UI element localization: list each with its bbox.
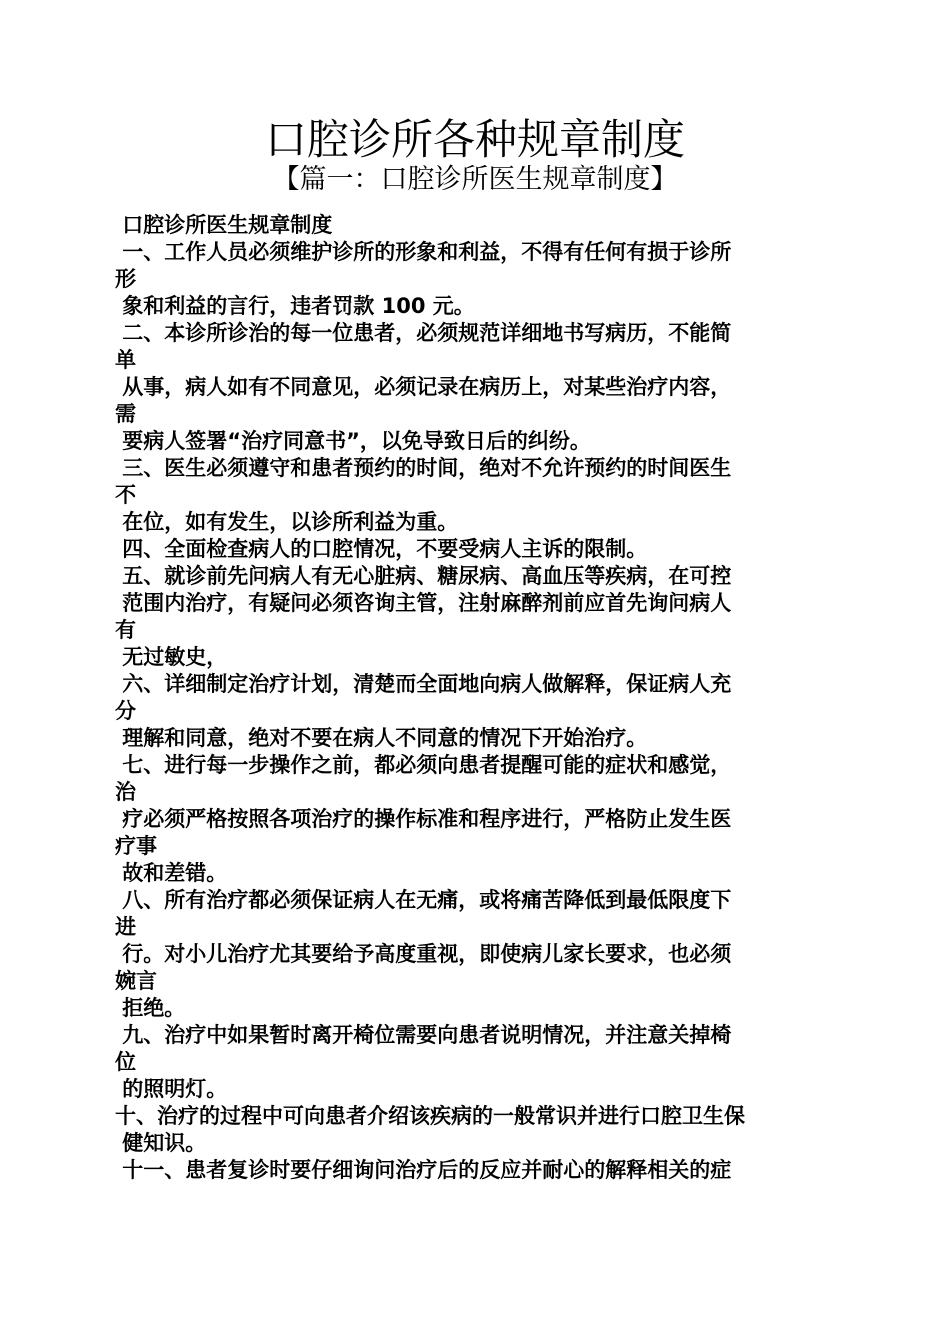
body-line: 十一、患者复诊时要仔细询问治疗后的反应并耐心的解释相关的症 [115,1158,732,1182]
body-line: 十、治疗的过程中可向患者介绍该疾病的一般常识并进行口腔卫生保 [115,1104,745,1128]
body-line: 六、详细制定治疗计划，清楚而全面地向病人做解释，保证病人充 [115,672,732,696]
body-line: 范围内治疗，有疑问必须咨询主管，注射麻醉剂前应首先询问病人 [115,591,732,615]
body-line: 需 [115,402,136,426]
body-line: 象和利益的言行，违者罚款 100 元。 [115,294,475,318]
body-line: 不 [115,483,136,507]
body-line: 一、工作人员必须维护诊所的形象和利益，不得有任何有损于诊所 [115,240,732,264]
body-line: 拒绝。 [115,996,186,1020]
body-line: 单 [115,348,136,372]
body-line: 口腔诊所医生规章制度 [115,213,333,237]
body-line: 要病人签署“治疗同意书”，以免导致日后的纠纷。 [115,429,591,453]
document-title: 口腔诊所各种规章制度 [264,115,685,164]
body-line: 进 [115,915,136,939]
body-line: 有 [115,618,136,642]
body-line: 三、医生必须遵守和患者预约的时间，绝对不允许预约的时间医生 [115,456,732,480]
document-subtitle: 【篇一：口腔诊所医生规章制度】 [272,164,678,195]
body-line: 疗必须严格按照各项治疗的操作标准和程序进行，严格防止发生医 [115,807,732,831]
body-line: 故和差错。 [115,861,228,885]
document-body [115,212,845,1184]
body-line: 行。对小儿治疗尤其要给予高度重视，即使病儿家长要求，也必须 [115,942,732,966]
body-line: 二、本诊所诊治的每一位患者，必须规范详细地书写病历，不能简 [115,321,732,345]
body-line: 从事，病人如有不同意见，必须记录在病历上，对某些治疗内容， [115,375,732,399]
body-line: 的照明灯。 [115,1077,228,1101]
body-line: 健知识。 [115,1131,207,1155]
body-line: 九、治疗中如果暂时离开椅位需要向患者说明情况，并注意关掉椅 [115,1023,732,1047]
body-line: 形 [115,267,136,291]
body-line: 五、就诊前先问病人有无心脏病、糖尿病、高血压等疾病，在可控 [115,564,732,588]
body-line: 在位，如有发生，以诊所利益为重。 [115,510,459,534]
body-line: 位 [115,1050,136,1074]
body-line: 分 [115,699,136,723]
body-line: 无过敏史， [115,645,228,669]
body-line: 婉言 [115,969,157,993]
body-line: 疗事 [115,834,157,858]
body-line: 八、所有治疗都必须保证病人在无痛，或将痛苦降低到最低限度下 [115,888,732,912]
body-line: 理解和同意，绝对不要在病人不同意的情况下开始治疗。 [115,726,648,750]
body-line: 四、全面检查病人的口腔情况，不要受病人主诉的限制。 [115,537,648,561]
body-line: 七、进行每一步操作之前，都必须向患者提醒可能的症状和感觉， [115,753,732,777]
body-line: 治 [115,780,136,804]
